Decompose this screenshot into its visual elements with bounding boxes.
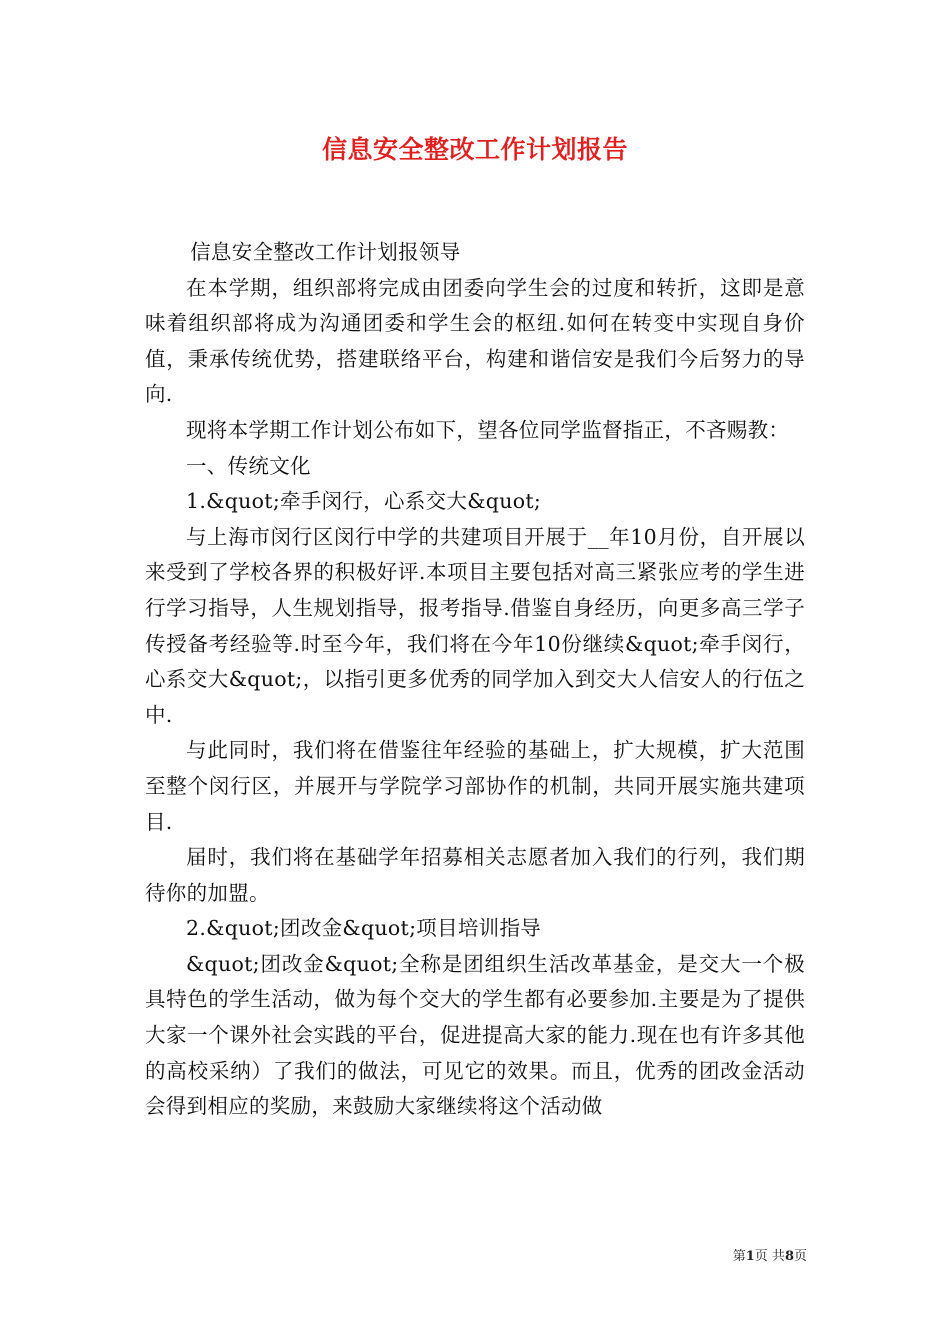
total-pages-number: 8 [784, 1249, 794, 1264]
subsection-heading: 2.&quot;团改金&quot;项目培训指导 [186, 916, 542, 941]
page-number-footer [0, 1247, 807, 1267]
paragraph: 与此同时，我们将在借鉴往年经验的基础上，扩大规模，扩大范围至整个闵行区，并展开与学院学习部协作的机制，共同开展实施共建项目. [145, 738, 805, 834]
paragraph-heading: 信息安全整改工作计划报领导 [190, 240, 461, 264]
paragraph: 届时，我们将在基础学年招募相关志愿者加入我们的行列，我们期待你的加盟。 [145, 845, 805, 905]
document-body [145, 235, 805, 1125]
subsection-heading: 1.&quot;牵手闵行，心系交大&quot; [186, 489, 542, 514]
paragraph: 与上海市闵行区闵行中学的共建项目开展于__年10月份，自开展以来受到了学校各界的积极好评.本项目主要包括对高三紧张应考的学生进行学习指导，人生规划指导，报考指导.借鉴自身经历，向更多高三学子传授备考经验等.时至今年，我们将在今年10份继续&quot;牵手闵行，心系交大&quot;，以指引更多优秀的同学加入到交大人信安人的行伍之中. [145, 524, 805, 727]
paragraph: &quot;团改金&quot;全称是团组织生活改革基金，是交大一个极具特色的学生活动，做为每个交大的学生都有必要参加.主要是为了提供大家一个课外社会实践的平台，促进提高大家的能力.现在也有许多其他的高校采纳）了我们的做法，可见它的效果。而且，优秀的团改金活动会得到相应的奖励，来鼓励大家继续将这个活动做 [145, 951, 805, 1119]
document-title: 信息安全整改工作计划报告 [321, 135, 628, 164]
paragraph: 在本学期，组织部将完成由团委向学生会的过度和转折，这即是意味着组织部将成为沟通团委和学生会的枢纽.如何在转变中实现自身价值，秉承传统优势，搭建联络平台，构建和谐信安是我们今后努力的导向. [145, 275, 805, 407]
paragraph: 现将本学期工作计划公布如下，望各位同学监督指正，不吝赐教： [186, 417, 790, 442]
footer-suffix: 页 [793, 1249, 807, 1264]
footer-prefix: 第 [732, 1249, 746, 1264]
current-page-number: 1 [745, 1249, 755, 1264]
footer-middle: 页 共 [754, 1249, 785, 1264]
section-heading: 一、传统文化 [186, 453, 311, 478]
